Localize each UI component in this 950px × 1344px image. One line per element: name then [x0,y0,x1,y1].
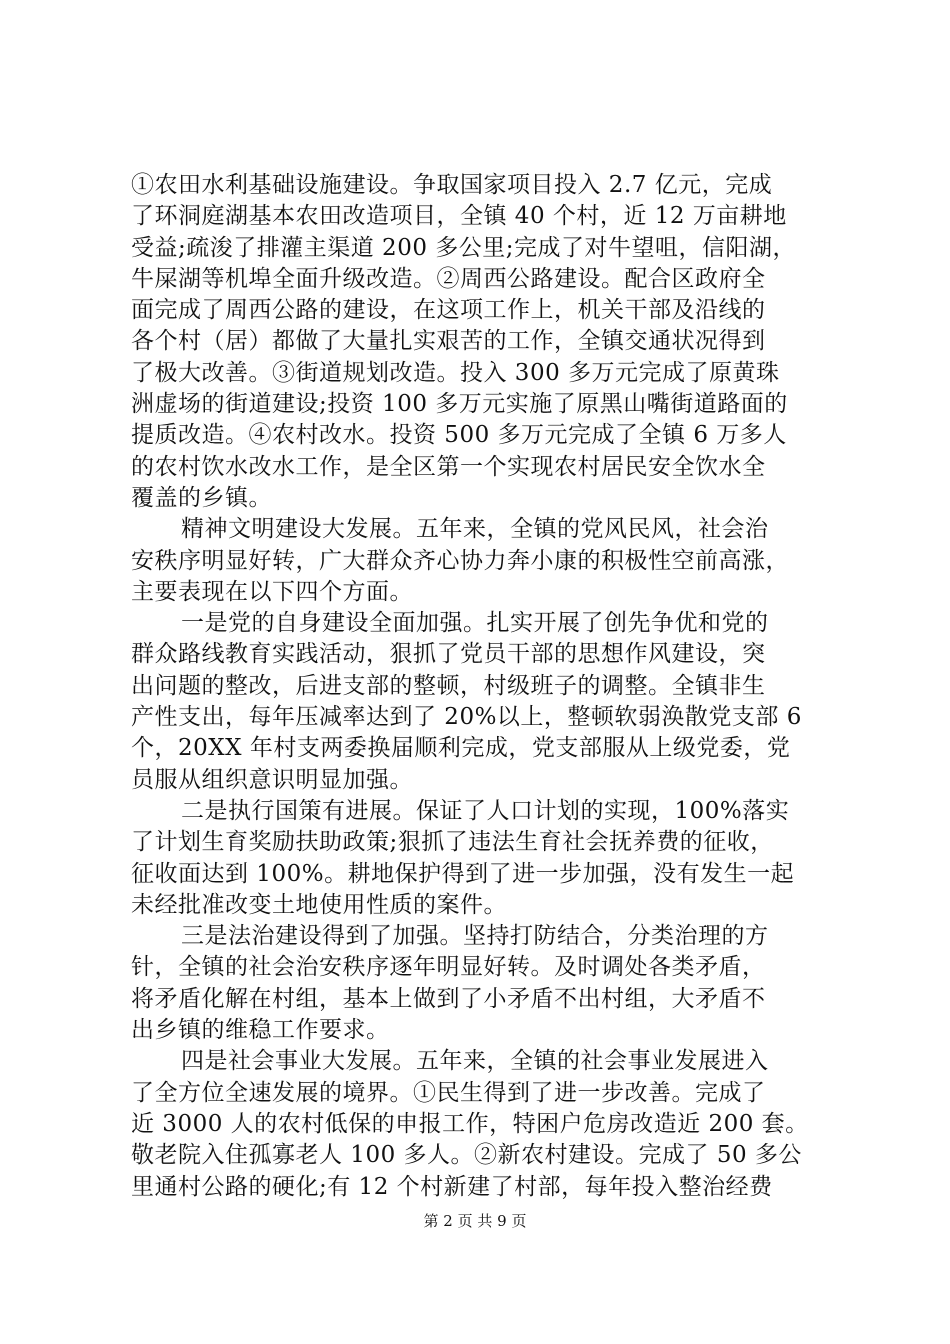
text-line: 近 3000 人的农村低保的申报工作，特困户危房改造近 200 套。 [131,1110,809,1137]
text-line: 面完成了周西公路的建设，在这项工作上，机关干部及沿线的 [131,297,766,324]
text-line: 了计划生育奖励扶助政策;狠抓了违法生育社会抚养费的征收， [131,829,774,856]
text-line: 未经批准改变土地使用性质的案件。 [131,891,507,918]
text-line: 了环洞庭湖基本农田改造项目，全镇 40 个村，近 12 万亩耕地 [131,203,787,230]
body-text [131,170,831,1203]
page-footer: 第 2 页 共 9 页 [423,1212,527,1230]
text-line: 个，20XX 年村支两委换届顺利完成，党支部服从上级党委，党 [131,735,791,762]
text-line: 各个村（居）都做了大量扎实艰苦的工作，全镇交通状况得到 [131,328,766,355]
text-line: 了极大改善。③街道规划改造。投入 300 多万元完成了原黄珠 [131,359,780,386]
text-line: 将矛盾化解在村组，基本上做到了小矛盾不出村组，大矛盾不 [131,985,766,1012]
text-line: 了全方位全速发展的境界。①民生得到了进一步改善。完成了 [131,1079,766,1106]
text-line: 的农村饮水改水工作，是全区第一个实现农村居民安全饮水全 [131,453,766,480]
text-line: 出问题的整改，后进支部的整顿，村级班子的调整。全镇非生 [131,672,766,699]
text-line: 一是党的自身建设全面加强。扎实开展了创先争优和党的 [181,610,769,637]
text-line: 三是法治建设得到了加强。坚持打防结合，分类治理的方 [181,923,769,950]
text-line: 主要表现在以下四个方面。 [131,578,413,605]
text-line: 产性支出，每年压减率达到了 20%以上，整顿软弱涣散党支部 6 [131,704,802,731]
text-line: 敬老院入住孤寡老人 100 多人。②新农村建设。完成了 50 多公 [131,1142,802,1169]
text-line: ①农田水利基础设施建设。争取国家项目投入 2.7 亿元，完成 [131,172,773,198]
text-line: 征收面达到 100%。耕地保护得到了进一步加强，没有发生一起 [131,860,795,887]
text-line: 里通村公路的硬化;有 12 个村新建了村部，每年投入整治经费 [131,1173,773,1200]
text-line: 四是社会事业大发展。五年来，全镇的社会事业发展进入 [181,1048,769,1075]
text-line: 提质改造。④农村改水。投资 500 多万元完成了全镇 6 万多人 [131,422,787,449]
text-line: 覆盖的乡镇。 [131,484,272,511]
text-line: 安秩序明显好转，广大群众齐心协力奔小康的积极性空前高涨， [131,547,789,574]
text-line: 洲虚场的街道建设;投资 100 多万元实施了原黑山嘴街道路面的 [131,391,788,418]
text-line: 针，全镇的社会治安秩序逐年明显好转。及时调处各类矛盾， [131,954,766,981]
text-line: 牛屎湖等机埠全面升级改造。②周西公路建设。配合区政府全 [131,265,766,292]
text-line: 精神文明建设大发展。五年来，全镇的党风民风，社会治 [181,516,769,543]
text-line: 群众路线教育实践活动，狠抓了党员干部的思想作风建设，突 [131,641,766,668]
text-line: 出乡镇的维稳工作要求。 [131,1017,390,1044]
text-line: 二是执行国策有进展。保证了人口计划的实现，100%落实 [181,797,790,824]
text-line: 员服从组织意识明显加强。 [131,766,413,793]
text-line: 受益;疏浚了排灌主渠道 200 多公里;完成了对牛望咀，信阳湖， [131,234,797,261]
